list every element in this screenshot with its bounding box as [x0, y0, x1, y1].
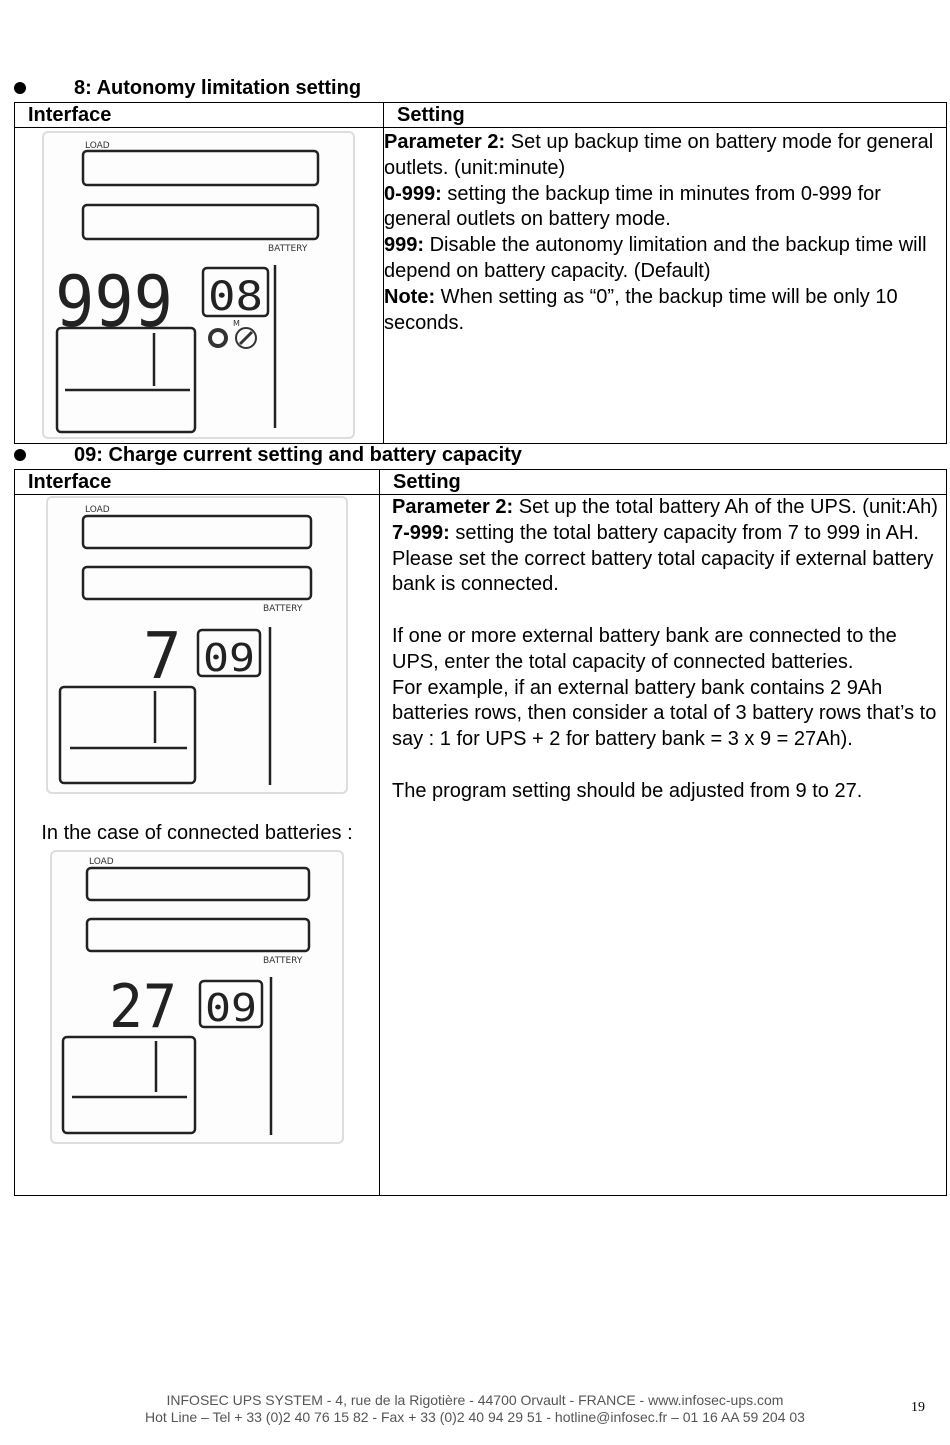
lcd-battery-label: BATTERY [263, 604, 303, 614]
param-line: Parameter 2: Set up the total battery Ah of the UPS. (unit:Ah) [392, 496, 938, 518]
interface-header: Interface [15, 103, 384, 128]
bullet-icon [14, 449, 26, 461]
lcd-main-value: 27 [109, 971, 177, 1042]
lcd-main-value: 7 [143, 620, 182, 694]
setting-cell [380, 495, 947, 1196]
lcd-display-999 [15, 128, 383, 443]
lcd-code: 08 [208, 274, 263, 320]
lcd-load-label: LOAD [85, 141, 110, 151]
setting-header: Setting [384, 103, 947, 128]
page-number: 19 [911, 1400, 925, 1415]
lcd-display-7 [15, 495, 379, 795]
adjust-paragraph: The program setting should be adjusted from 9 to 27. [392, 779, 863, 802]
connected-batteries-caption: In the case of connected batteries : [41, 822, 353, 844]
lcd-display-27 [15, 849, 379, 1149]
range-line: 7-999: setting the total battery capacity from 7 to 999 in AH. Please set the correct battery total capacity if external battery bank is connected. [392, 521, 934, 596]
lcd-code: 09 [203, 636, 255, 680]
setting-cell [384, 128, 947, 444]
lcd-unit-m: M [233, 319, 240, 328]
section-8-table [14, 102, 947, 444]
footer-hotline: Hot Line – Tel + 33 (0)2 40 76 15 82 - Fax + 33 (0)2 40 94 29 51 - hotline@infosec.fr – 01 16 AA 59 204 03 [145, 1409, 805, 1425]
disable-line: 999: Disable the autonomy limitation and the backup time will depend on battery capacity. (Default) [384, 234, 927, 282]
lcd-main-value: 999 [55, 261, 173, 343]
note-line: Note: When setting as “0”, the backup time will be only 10 seconds. [384, 285, 898, 334]
interface-cell [15, 495, 380, 1196]
section-9-table [14, 469, 947, 1196]
page-footer [0, 1392, 950, 1426]
external-bank-paragraph: If one or more external battery bank are connected to the UPS, enter the total capacity of connected batteries. [392, 624, 897, 673]
interface-cell [15, 128, 384, 444]
range-line: 0-999: setting the backup time in minutes from 0-999 for general outlets on battery mode. [384, 182, 881, 231]
lcd-load-label: LOAD [89, 856, 114, 867]
lcd-battery-label: BATTERY [263, 955, 303, 966]
setting-header: Setting [380, 470, 947, 495]
lcd-battery-label: BATTERY [268, 244, 308, 254]
bullet-icon [14, 82, 26, 94]
lcd-load-label: LOAD [85, 505, 110, 515]
example-paragraph: For example, if an external battery bank contains 2 9Ah batteries rows, then consider a total of 3 battery rows that’s to say : 1 for UPS + 2 for battery bank = 3 x 9 = 27Ah). [392, 676, 937, 751]
lcd-code: 09 [205, 985, 257, 1030]
param-line: Parameter 2: Set up backup time on battery mode for general outlets. (unit:minute) [384, 131, 934, 179]
interface-header: Interface [15, 470, 380, 495]
footer-address: INFOSEC UPS SYSTEM - 4, rue de la Rigotière - 44700 Orvault - FRANCE - www.infosec-ups.com [166, 1392, 784, 1408]
